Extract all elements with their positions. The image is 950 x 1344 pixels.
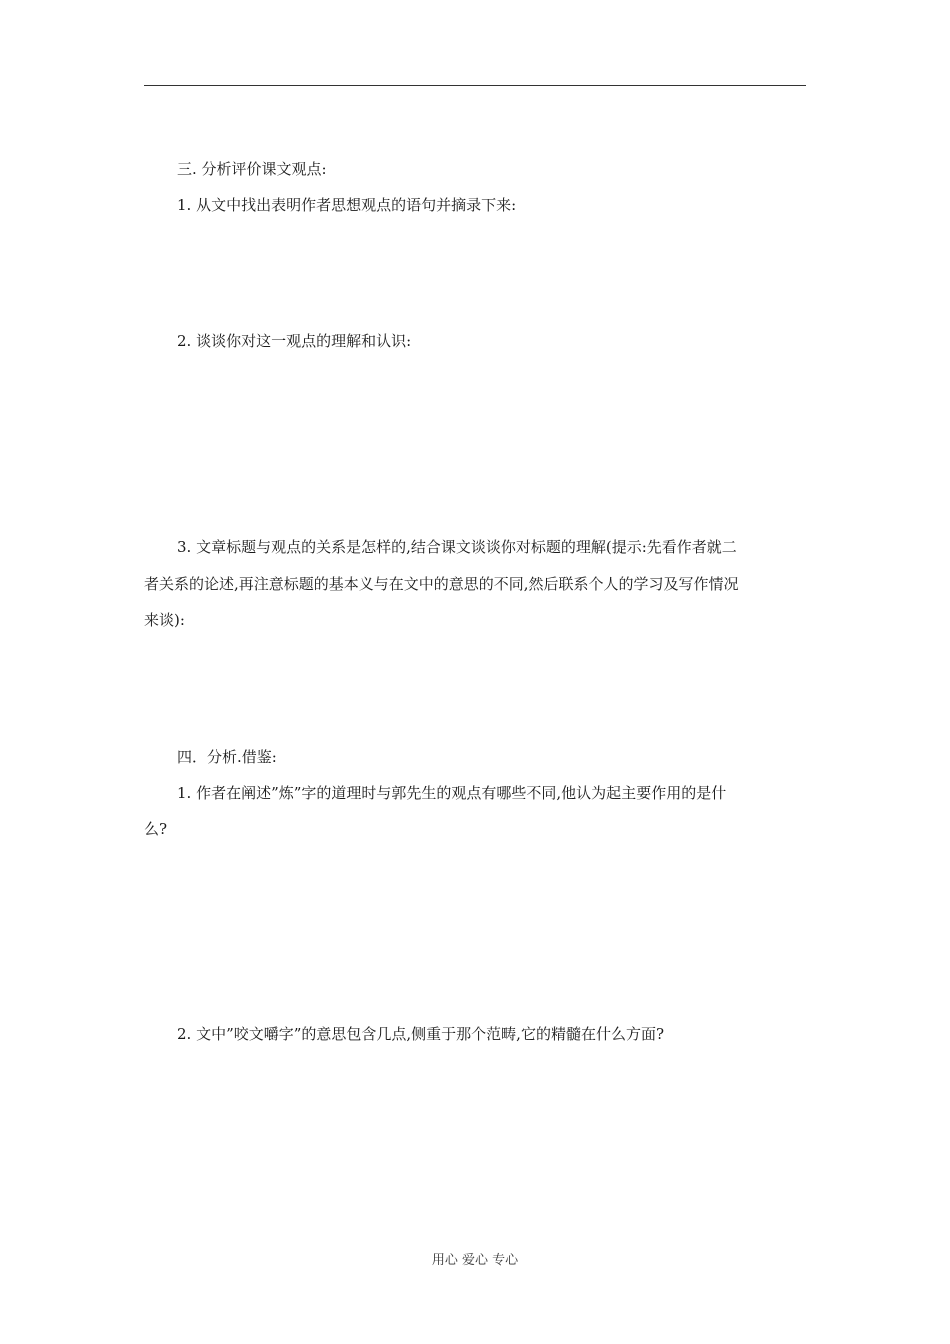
header-rule — [144, 85, 806, 86]
section-4-question-1-line-2: 么? — [144, 820, 168, 838]
section-3-question-3-line-3: 来谈): — [144, 611, 185, 629]
section-3-question-1: 1. 从文中找出表明作者思想观点的语句并摘录下来: — [177, 196, 517, 214]
section-3-heading: 三. 分析评价课文观点: — [177, 160, 327, 178]
section-3-question-2: 2. 谈谈你对这一观点的理解和认识: — [177, 332, 412, 350]
section-4-question-1-line-1: 1. 作者在阐述”炼”字的道理时与郭先生的观点有哪些不同,他认为起主要作用的是什 — [177, 784, 727, 802]
section-3-question-3-line-2: 者关系的论述,再注意标题的基本义与在文中的意思的不同,然后联系个人的学习及写作情况 — [144, 575, 739, 593]
section-4-heading: 四．分析.借鉴: — [177, 748, 277, 766]
section-4-question-2: 2. 文中”咬文嚼字”的意思包含几点,侧重于那个范畴,它的精髓在什么方面? — [177, 1025, 664, 1043]
page-footer: 用心 爱心 专心 — [431, 1253, 519, 1268]
section-3-question-3-line-1: 3. 文章标题与观点的关系是怎样的,结合课文谈谈你对标题的理解(提示:先看作者就二 — [177, 538, 737, 556]
